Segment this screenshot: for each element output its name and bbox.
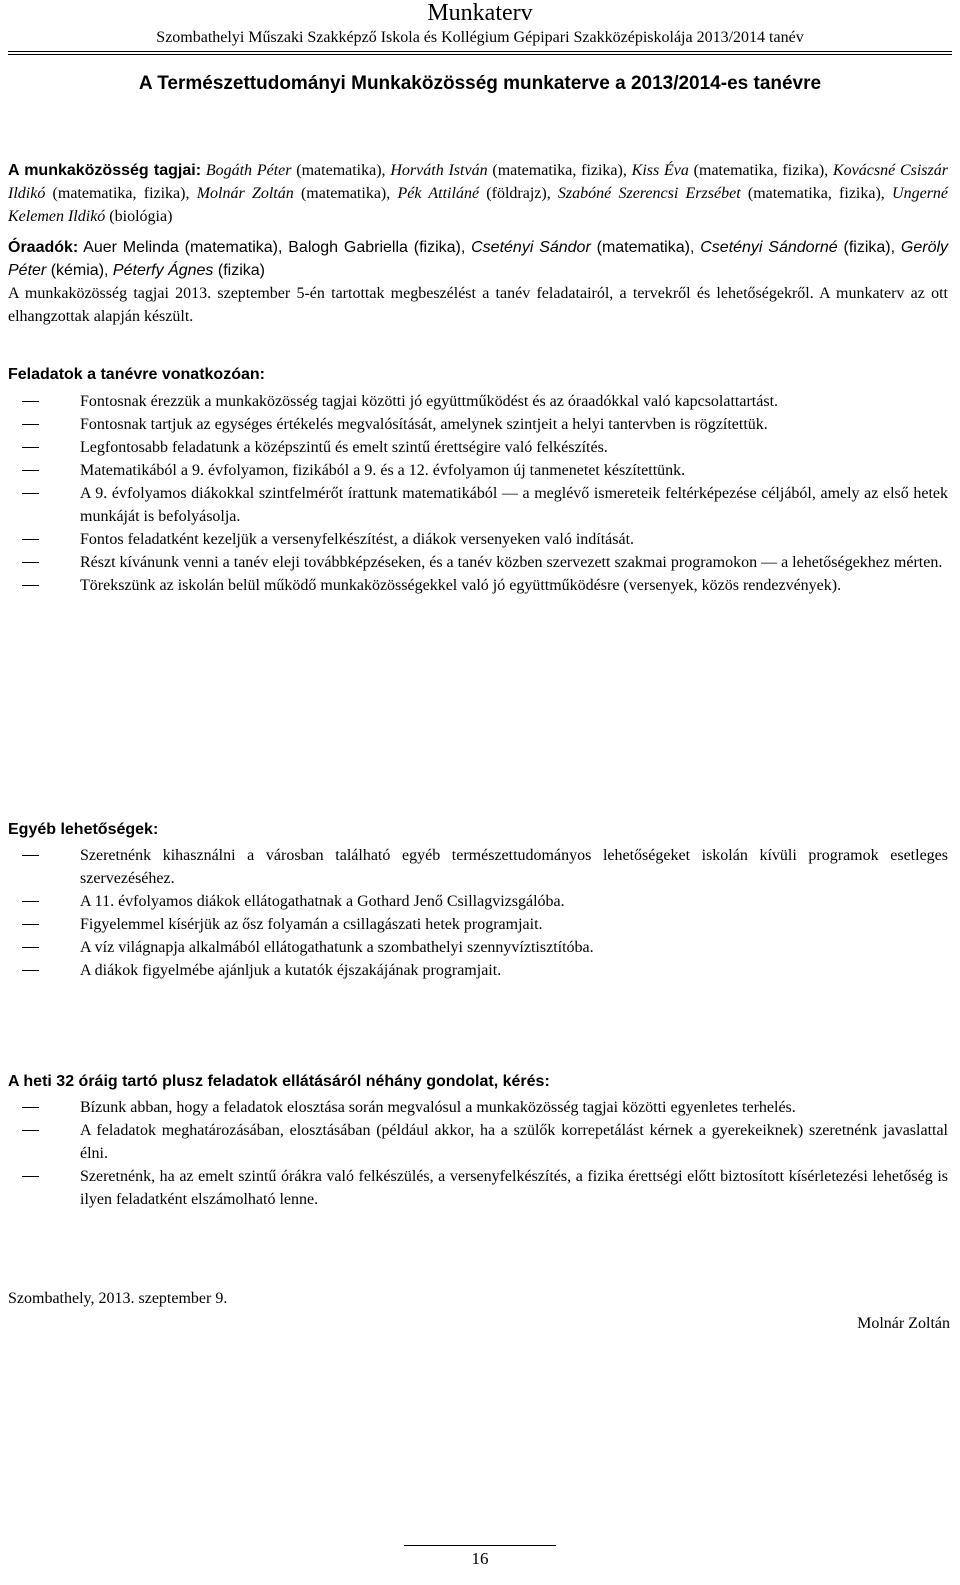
list-item-text: Szeretnénk kihasználni a városban található egyéb természettudományos lehetőségeket iskolán kívüli programok esetleges szervezéséhez.	[80, 847, 948, 887]
list-item-text: Törekszünk az iskolán belül működő munkaközösségekkel való jó együttműködésre (versenyek, közös rendezvények).	[80, 577, 842, 594]
list-item	[8, 528, 948, 551]
dash-bullet-icon	[22, 855, 39, 856]
list-item	[8, 574, 948, 597]
person-name: Pék Attiláné	[397, 185, 480, 202]
list-item	[8, 913, 948, 936]
header-title: Munkaterv	[427, 0, 533, 26]
page-number: 16	[471, 1549, 489, 1568]
dash-bullet-icon	[22, 470, 39, 471]
dash-bullet-icon	[22, 1130, 39, 1131]
part-time-list	[8, 239, 948, 279]
person-name: Bogáth Péter	[205, 162, 292, 179]
meeting-paragraph: A munkaközösség tagjai 2013. szeptember 5-én tartottak megbeszélést a tanév feladatairól, a tervekről és lehetőségekről. A munkaterv az ott elhangzottak alapján készült.	[8, 285, 948, 325]
list-item-text: Figyelemmel kísérjük az ősz folyamán a csillagászati hetek programjait.	[80, 916, 543, 933]
subject-text: (matematika, fizika),	[45, 185, 197, 202]
person-name: Horváth István	[390, 162, 488, 179]
document-title: A Természettudományi Munkaközösség munkaterve a 2013/2014-es tanévre	[138, 73, 822, 94]
list-item	[8, 890, 948, 913]
place-date: Szombathely, 2013. szeptember 9.	[8, 1290, 228, 1307]
list-item-text: A 11. évfolyamos diákok ellátogathatnak a Gothard Jenő Csillagvizsgálóba.	[80, 893, 565, 910]
list-item-text: Fontosnak érezzük a munkaközösség tagjai közötti jó együttműködést és az óraadókkal való kapcsolattartást.	[80, 393, 779, 410]
person-name: Kovácsné Csiszár Ildikó	[8, 162, 948, 202]
subject-text: (matematika),	[291, 162, 391, 179]
list-item	[8, 936, 948, 959]
extra-tasks-list	[8, 1096, 948, 1211]
person-name: Szabóné Szerencsi Erzsébet	[557, 185, 741, 202]
subject-text: (földrajz),	[479, 185, 558, 202]
person-name: Csetényi Sándorné	[700, 239, 838, 256]
part-time-label: Óraadók:	[8, 239, 79, 256]
dash-bullet-icon	[22, 401, 39, 402]
other-options-list	[8, 844, 948, 982]
dash-bullet-icon	[22, 493, 39, 494]
footer-rule	[404, 1545, 556, 1546]
subject-text: (matematika, fizika),	[487, 162, 632, 179]
dash-bullet-icon	[22, 539, 39, 540]
subject-text: (biológia)	[105, 208, 173, 225]
list-item	[8, 959, 948, 982]
subject-text: (matematika),	[293, 185, 398, 202]
subject-text: (matematika),	[590, 239, 701, 256]
list-item	[8, 844, 948, 890]
list-item-text: Fontosnak tartjuk az egységes értékelés megvalósítását, amelynek szintjeit a helyi tantervben is rögzítettük.	[80, 416, 768, 433]
dash-bullet-icon	[22, 947, 39, 948]
tasks-list	[8, 390, 948, 597]
person-name: Molnár Zoltán	[196, 185, 294, 202]
dash-bullet-icon	[22, 562, 39, 563]
section-heading-extra-tasks: A heti 32 óráig tartó plusz feladatok ellátásáról néhány gondolat, kérés:	[8, 1073, 550, 1090]
list-item-text: Bízunk abban, hogy a feladatok elosztása során megvalósul a munkaközösség tagjai közötti egyenletes terhelés.	[80, 1099, 796, 1116]
members-paragraph	[8, 159, 948, 228]
dash-bullet-icon	[22, 901, 39, 902]
subject-text: (fizika)	[213, 262, 265, 279]
list-item-text: A 9. évfolyamos diákokkal szintfelmérőt írattunk matematikából — a meglévő ismereteik feltérképezése céljából, amely az első hetek munkáját is befolyásolja.	[80, 485, 948, 525]
list-item-text: Szeretnénk, ha az emelt szintű órákra való felkészülés, a versenyfelkészítés, a fizika érettségi előtt biztosított kísérletezési lehetőség is ilyen feladatként elszámolható lenne.	[80, 1168, 948, 1208]
dash-bullet-icon	[22, 447, 39, 448]
dash-bullet-icon	[22, 585, 39, 586]
list-item	[8, 551, 948, 574]
dash-bullet-icon	[22, 1176, 39, 1177]
subject-text: (kémia),	[46, 262, 113, 279]
list-item	[8, 1165, 948, 1211]
section-heading-tasks: Feladatok a tanévre vonatkozóan:	[8, 366, 265, 383]
dash-bullet-icon	[22, 424, 39, 425]
list-item	[8, 413, 948, 436]
members-label: A munkaközösség tagjai:	[8, 162, 202, 179]
part-time-paragraph	[8, 236, 948, 282]
list-item-text: Részt kívánunk venni a tanév eleji továbbképzéseken, és a tanév közben szervezett szakmai programokon — a lehetőségekhez mérten.	[80, 554, 943, 571]
list-item	[8, 390, 948, 413]
section-heading-other-options: Egyéb lehetőségek:	[8, 821, 159, 838]
list-item-text: Fontos feladatként kezeljük a versenyfelkészítést, a diákok versenyeken való indítását.	[80, 531, 635, 548]
dash-bullet-icon	[22, 970, 39, 971]
list-item	[8, 1119, 948, 1165]
list-item	[8, 436, 948, 459]
subject-text: (matematika, fizika),	[688, 162, 833, 179]
subject-text: Auer Melinda (matematika), Balogh Gabriella (fizika),	[78, 239, 472, 256]
list-item-text: Matematikából a 9. évfolyamon, fizikából a 9. és a 12. évfolyamon új tanmenetet készítettünk.	[80, 462, 686, 479]
dash-bullet-icon	[22, 924, 39, 925]
list-item-text: Legfontosabb feladatunk a középszintű és emelt szintű érettségire való felkészítés.	[80, 439, 608, 456]
list-item	[8, 1096, 948, 1119]
list-item	[8, 459, 948, 482]
header-double-rule	[8, 51, 952, 55]
list-item	[8, 482, 948, 528]
person-name: Ungerné Kelemen Ildikó	[8, 185, 949, 225]
subject-text: (matematika, fizika),	[740, 185, 893, 202]
header-subtitle: Szombathelyi Műszaki Szakképző Iskola és Kollégium Gépipari Szakközépiskolája 2013/2014 tanév	[156, 29, 804, 46]
dash-bullet-icon	[22, 1107, 39, 1108]
person-name: Kiss Éva	[631, 162, 689, 179]
signature-name: Molnár Zoltán	[857, 1315, 950, 1332]
person-name: Geröly Péter	[8, 239, 949, 279]
person-name: Csetényi Sándor	[471, 239, 591, 256]
person-name: Péterfy Ágnes	[112, 262, 214, 279]
list-item-text: A víz világnapja alkalmából ellátogathatunk a szombathelyi szennyvíztisztítóba.	[80, 939, 594, 956]
list-item-text: A feladatok meghatározásában, elosztásában (például akkor, ha a szülők korrepetálást kérnek a gyerekeiknek) szeretnénk javaslattal élni.	[80, 1122, 948, 1162]
list-item-text: A diákok figyelmébe ajánljuk a kutatók éjszakájának programjait.	[80, 962, 502, 979]
subject-text: (fizika),	[837, 239, 901, 256]
